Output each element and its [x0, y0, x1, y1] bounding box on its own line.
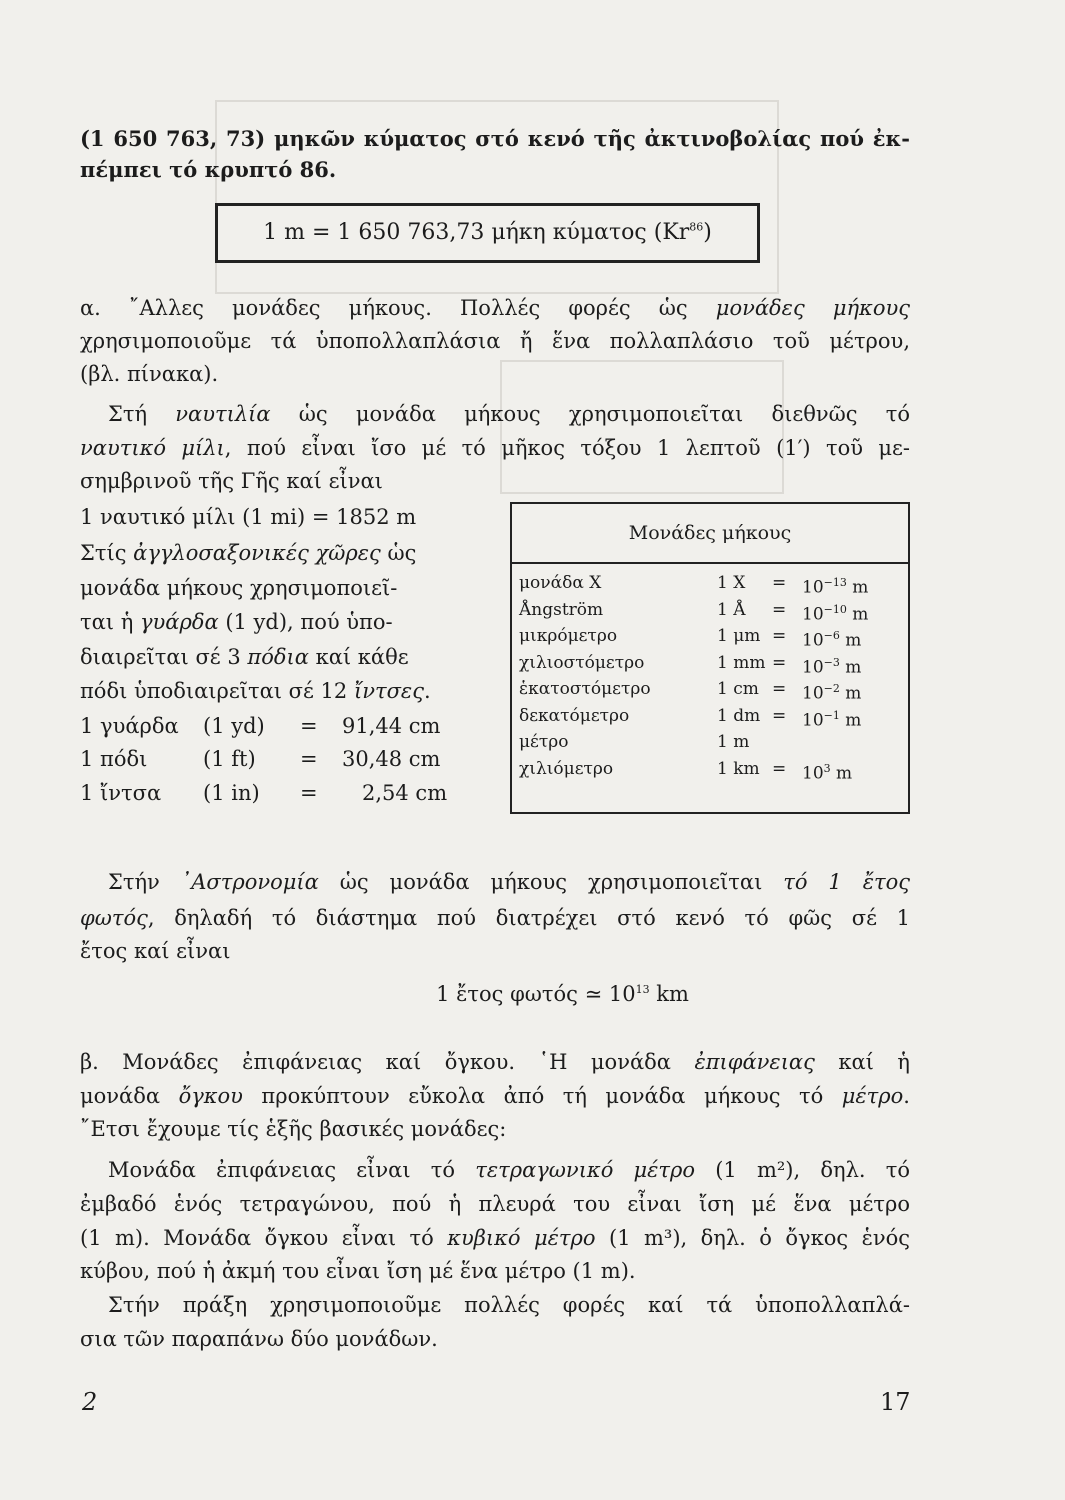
nautical-line-1: Στή ναυτιλία ὡς μονάδα μήκους χρησιμοποιεῖται διεθνῶς τό [108, 402, 910, 426]
table-row: μέτρο 1 m [519, 732, 750, 752]
astronomy-line-1: Στήν ᾿Αστρονομία ὡς μονάδα μήκους χρησιμοποιεῖται τό 1 ἔτος [108, 870, 911, 894]
table-row: μικρόμετρο 1 μm = $10^{-6}$ m [519, 626, 862, 651]
section-b-line-2: μονάδα ὄγκου προκύπτουν εὔκολα ἀπό τή μονάδα μήκους τό μέτρο. [80, 1084, 910, 1108]
section-a-line-1: α. ῎Αλλες μονάδες μήκους. Πολλές φορές ὡς μονάδες μήκους [80, 296, 910, 320]
intro-line-1: (1 650 763, 73) μηκῶν κύματος στό κενό τῆς ἀκτινοβολίας πού ἐκ- [80, 126, 910, 151]
table-row: δεκατόμετρο 1 dm = $10^{-1}$ m [519, 705, 862, 731]
table-row: ἑκατοστόμετρο 1 cm = $10^{-2}$ m [519, 679, 862, 704]
anglo-line-5: πόδι ὑποδιαιρεῖται σέ 12 ἴντσες. [80, 679, 431, 703]
table-row: Ångström 1 Å = $10^{-10}$ m [519, 599, 869, 625]
section-a-line-3: (βλ. πίνακα). [80, 362, 219, 386]
astronomy-line-2: φωτός, δηλαδή τό διάστημα πού διατρέχει στό κενό τό φῶς σέ 1 [80, 906, 910, 930]
section-b-line-4: Μονάδα ἐπιφάνειας εἶναι τό τετραγωνικό μέτρο (1 m²), δηλ. τό [108, 1158, 910, 1182]
table-body [512, 564, 908, 782]
nautical-line-2: ναυτικό μίλι, πού εἶναι ἴσο μέ τό μῆκος τόξου 1 λεπτοῦ (1′) τοῦ με- [80, 436, 910, 460]
signature-number: 2 [82, 1388, 98, 1416]
page-number: 17 [880, 1388, 911, 1416]
table-header: Μονάδες μήκους [512, 504, 908, 564]
section-b-line-8: Στήν πράξη χρησιμοποιοῦμε πολλές φορές καί τά ὑποπολλαπλά- [108, 1293, 910, 1317]
light-year-formula: 1 ἔτος φωτός ≃ $10^{13}$ km [436, 982, 689, 1006]
section-b-line-6: (1 m). Μονάδα ὄγκου εἶναι τό κυβικό μέτρο (1 m³), δηλ. ὁ ὄγκος ἑνός [80, 1226, 911, 1250]
anglo-line-2: μονάδα μήκους χρησιμοποιεῖ- [80, 576, 398, 600]
anglo-line-3: ται ἡ γυάρδα (1 yd), πού ὑπο- [80, 610, 393, 634]
book-page: (1 650 763, 73) μηκῶν κύματος στό κενό τῆς ἀκτινοβολίας πού ἐκ- πέμπει τό κρυπτό 86. 1 m = 1 650 763,73 μήκη κύματος (Kr$^{86}$) α. ῎Αλλες μονάδες μήκους. Πολλές φορές ὡς μονάδες μήκους χρησιμοποιοῦμε τά ὑποπολλαπλάσια ἤ ἕνα πολλαπλάσιο τοῦ μέτρου, (βλ. πίνακα). Στή ναυτιλία ὡς μονάδα μήκους χρησιμοποιεῖται διεθνῶς τό ναυτικό μίλι, πού εἶναι ἴσο μέ τό μῆκος τόξου 1 λεπτοῦ (1′) τοῦ με- σημβρινοῦ τῆς Γῆς καί εἶναι 1 ναυτικό μίλι (1 mi) = 1852 m Στίς ἀγγλοσαξονικές χῶρες ὡς μονάδα μήκους χρησιμοποιεῖ- ται ἡ γυάρδα (1 yd), πού ὑπο- διαιρεῖται σέ 3 πόδια καί κάθε πόδι ὑποδιαιρεῖται σέ 12 ἴντσες. 1 γυάρδα (1 yd) = 91,44 cm 1 πόδι (1 ft) = 30,48 cm 1 ἴντσα (1 in) = 2,54 cm Μονάδες μήκους μονάδα X 1 X = $10^{-13}$ m Ångström 1 Å = $10^{-10}$ m μικρόμετρο 1 μm = $10^{-6}$ m χιλιοστόμετρο 1 mm = $10^{-3}$ m ἑκατοστόμετρο 1 cm = $10^{-2}$ m δεκατόμετρο 1 dm = $10^{-1}$ m μέτρο 1 m χιλιόμετρο 1 km = $10^3$ m Στήν ᾿Αστρονομία ὡς μονάδα μήκους χρησιμοποιεῖται τό 1 ἔτος φωτός, δηλαδή τό διάστημα πού διατρέχει στό κενό τό φῶς σέ 1 ἔτος καί εἶναι 1 ἔτος φωτός ≃ $10^{13}$ km β. Μονάδες ἐπιφάνειας καί ὄγκου. ῾Η μονάδα ἐπιφάνειας καί ἡ μονάδα ὄγκου προκύπτουν εὔκολα ἀπό τή μονάδα μήκους τό μέτρο. ῎Ετσι ἔχουμε τίς ἑξῆς βασικές μονάδες: Μονάδα ἐπιφάνειας εἶναι τό τετραγωνικό μέτρο (1 m²), δηλ. τό ἐμβαδό ἑνός τετραγώνου, πού ἡ πλευρά του εἶναι ἴση μέ ἕνα μέτρο (1 m). Μονάδα ὄγκου εἶναι τό κυβικό μέτρο (1 m³), δηλ. ὁ ὄγκος ἑνός κύβου, πού ἡ ἀκμή του εἶναι ἴση μέ ἕνα μέτρο (1 m). Στήν πράξη χρησιμοποιοῦμε πολλές φορές καί τά ὑποπολλαπλά- σια τῶν παραπάνω δύο μονάδων. 2 17 [0, 0, 1065, 1500]
anglo-line-4: διαιρεῖται σέ 3 πόδια καί κάθε [80, 645, 409, 669]
section-a-line-2: χρησιμοποιοῦμε τά ὑποπολλαπλάσια ἤ ἕνα πολλαπλάσιο τοῦ μέτρου, [80, 329, 910, 353]
intro-line-2: πέμπει τό κρυπτό 86. [80, 157, 337, 182]
nautical-mile-formula: 1 ναυτικό μίλι (1 mi) = 1852 m [80, 505, 417, 529]
section-b-line-1: β. Μονάδες ἐπιφάνειας καί ὄγκου. ῾Η μονάδα ἐπιφάνειας καί ἡ [80, 1050, 910, 1074]
astronomy-line-3: ἔτος καί εἶναι [80, 939, 231, 963]
section-b-line-5: ἐμβαδό ἑνός τετραγώνου, πού ἡ πλευρά του εἶναι ἴση μέ ἕνα μέτρο [80, 1192, 910, 1216]
table-row: χιλιόμετρο 1 km = $10^3$ m [519, 758, 853, 784]
table-row: μονάδα X 1 X = $10^{-13}$ m [519, 573, 869, 598]
nautical-line-3: σημβρινοῦ τῆς Γῆς καί εἶναι [80, 469, 383, 493]
anglo-line-1: Στίς ἀγγλοσαξονικές χῶρες ὡς [80, 541, 417, 565]
section-b-line-3: ῎Ετσι ἔχουμε τίς ἑξῆς βασικές μονάδες: [80, 1117, 507, 1141]
table-row: χιλιοστόμετρο 1 mm = $10^{-3}$ m [519, 652, 862, 678]
section-b-line-9: σια τῶν παραπάνω δύο μονάδων. [80, 1327, 438, 1351]
section-b-line-7: κύβου, πού ἡ ἀκμή του εἶναι ἴση μέ ἕνα μέτρο (1 m). [80, 1259, 636, 1283]
formula-text: 1 m = 1 650 763,73 μήκη κύματος (Kr$^{86}$) [263, 220, 712, 245]
formula-box [215, 203, 760, 263]
length-units-table [510, 502, 910, 814]
